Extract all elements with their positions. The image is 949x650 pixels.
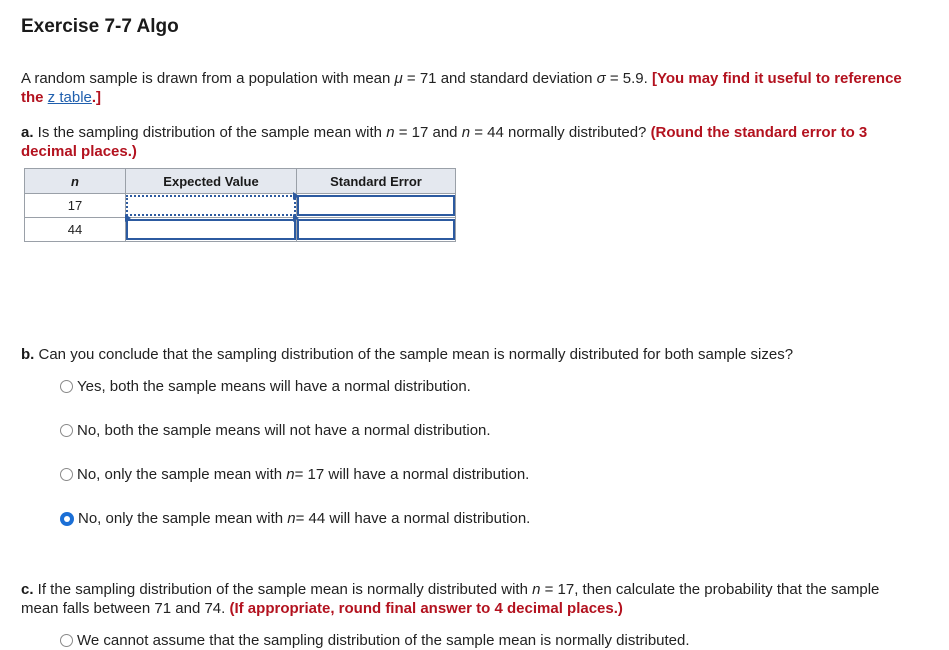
part-b-option-2[interactable]: No, both the sample means will not have a normal distribution. <box>60 422 491 439</box>
table-row <box>25 194 456 218</box>
input-marker-icon <box>125 214 131 222</box>
part-a-question: a. Is the sampling distribution of the sample mean with n = 17 and n = 44 normally distributed? (Round the standard error to 3 decimal places.) <box>21 124 868 160</box>
radio-button-icon[interactable] <box>60 634 73 647</box>
input-marker-icon <box>293 192 299 200</box>
standard-error-input-n44[interactable] <box>297 219 455 240</box>
mu-symbol: μ <box>394 70 403 87</box>
answer-table <box>24 168 456 242</box>
standard-error-input-n17[interactable] <box>297 195 455 216</box>
header-n: n <box>25 169 126 194</box>
part-c-question: c. If the sampling distribution of the sample mean is normally distributed with n = 17, then calculate the probability that the sample mean falls between 71 and 74. (If appropriate, round final answer to 4 decimal places.) <box>21 581 880 617</box>
radio-button-icon[interactable] <box>60 380 73 393</box>
cell-n: 17 <box>25 194 126 218</box>
sigma-symbol: σ <box>596 70 606 87</box>
header-standard-error: Standard Error <box>297 169 456 194</box>
radio-button-selected-icon[interactable] <box>60 512 74 526</box>
input-marker-icon <box>293 214 299 222</box>
radio-button-icon[interactable] <box>60 424 73 437</box>
intro-paragraph: A random sample is drawn from a population with mean μ = 71 and standard deviation σ = 5.9. [You may find it useful to reference the z table.] <box>21 70 902 106</box>
header-expected-value: Expected Value <box>126 169 297 194</box>
page-title: Exercise 7-7 Algo <box>21 16 179 37</box>
cell-n: 44 <box>25 218 126 242</box>
part-b-question: b. Can you conclude that the sampling distribution of the sample mean is normally distributed for both sample sizes? <box>21 346 794 363</box>
radio-button-icon[interactable] <box>60 468 73 481</box>
part-b-option-4[interactable]: No, only the sample mean with n = 44 will have a normal distribution. <box>60 510 530 527</box>
expected-value-input-n44[interactable] <box>126 219 296 240</box>
part-c-option-1[interactable]: We cannot assume that the sampling distribution of the sample mean is normally distributed. <box>60 632 690 649</box>
part-b-option-1[interactable]: Yes, both the sample means will have a normal distribution. <box>60 378 471 395</box>
z-table-link[interactable]: z table <box>47 89 92 106</box>
table-row <box>25 218 456 242</box>
expected-value-input-n17[interactable] <box>126 195 296 216</box>
part-b-option-3[interactable]: No, only the sample mean with n = 17 will have a normal distribution. <box>60 466 529 483</box>
